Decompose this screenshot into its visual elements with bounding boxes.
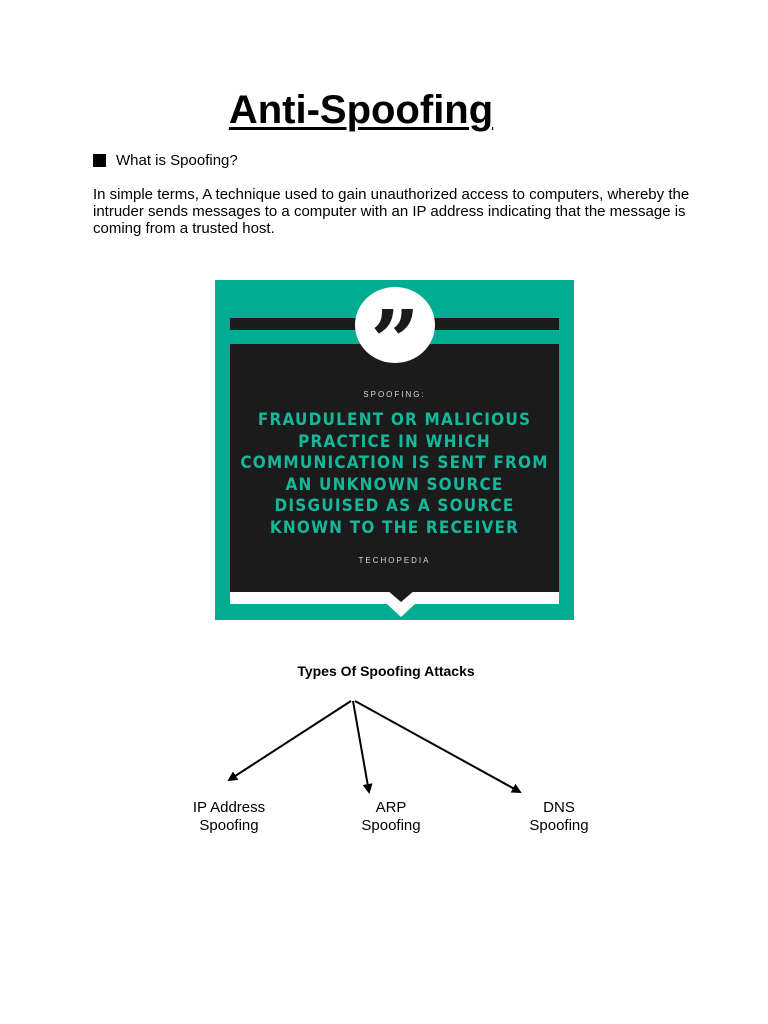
card-quote-text: FRAUDULENT OR MALICIOUS PRACTICE IN WHICH COMMUNICATION IS SENT FROM AN UNKNOWN SOURCE DISGUISED AS A SOURCE KNOWN TO THE RECEIVER: [240, 410, 549, 538]
arrow-to-ip: [229, 701, 351, 780]
node-arp-spoofing: ARP Spoofing: [361, 799, 421, 834]
arrow-to-dns: [355, 701, 520, 792]
page-title: Anti-Spoofing: [228, 88, 494, 132]
definition-paragraph: In simple terms, A technique used to gain unauthorized access to computers, whereby the intruder sends messages to a computer with an IP address indicating that the message is coming from a trusted host.: [93, 186, 690, 237]
node-dns-spoofing: DNS Spoofing: [529, 799, 589, 834]
card-label: SPOOFING:: [363, 390, 426, 399]
diagram-title: Types Of Spoofing Attacks: [297, 663, 475, 679]
card-source: TECHOPEDIA: [358, 556, 431, 565]
arrow-to-arp: [353, 701, 369, 792]
node-ip-address-spoofing: IP Address Spoofing: [192, 799, 266, 834]
bullet-text: What is Spoofing?: [116, 152, 238, 169]
quotation-mark-icon: ”: [370, 292, 420, 393]
